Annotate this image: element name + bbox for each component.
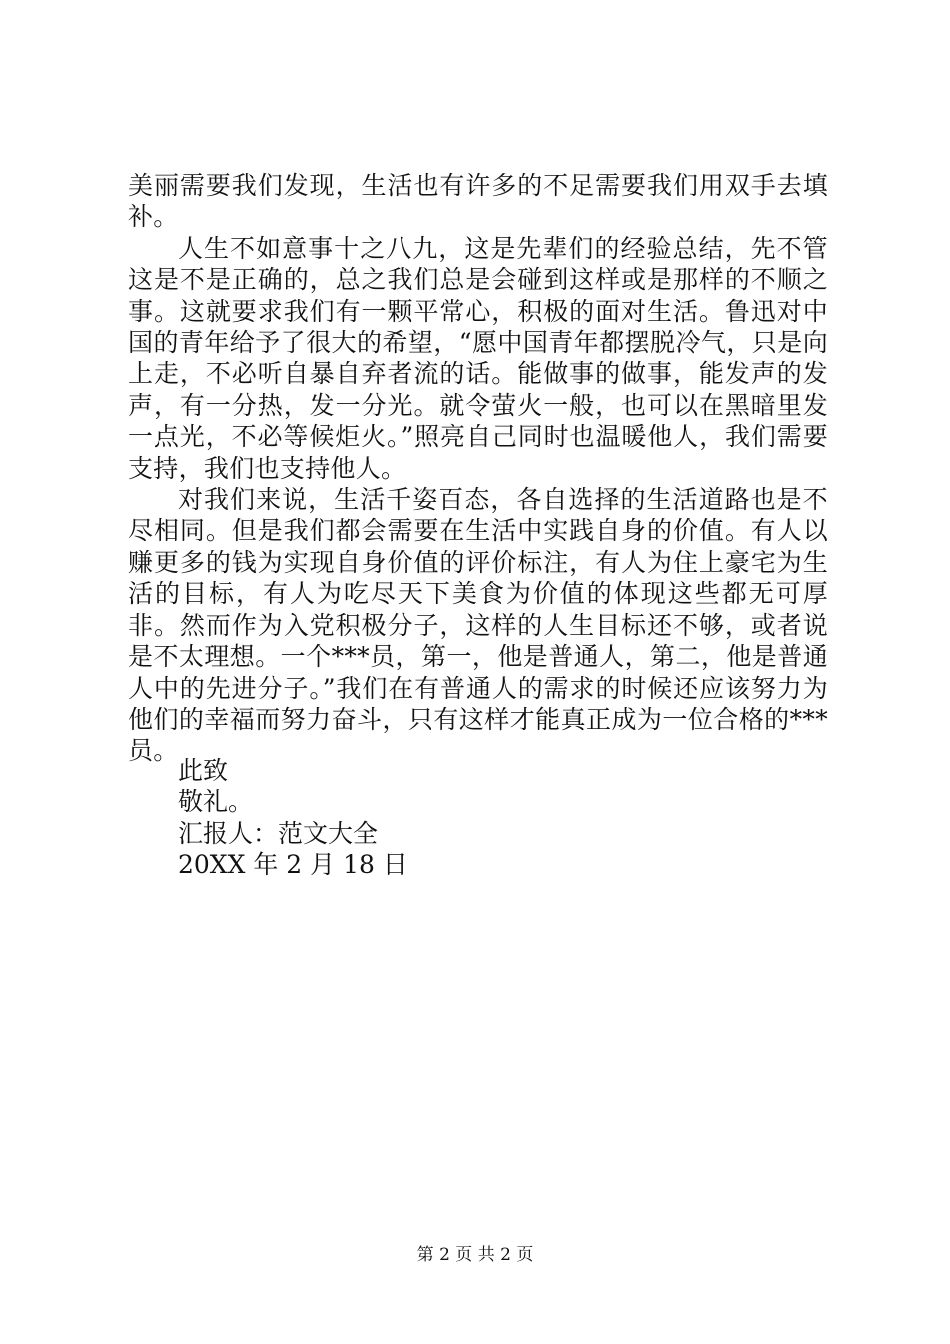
paragraph-life-values: 对我们来说，生活千姿百态，各自选择的生活道路也是不尽相同。但是我们都会需要在生活中实践自身的价值。有人以赚更多的钱为实现自身价值的评价标注，有人为住上豪宅为生活的目标，有人为吃尽天下美食为价值的体现这些都无可厚非。然而作为入党积极分子，这样的人生目标还不够，或者说是不太理想。一个***员，第一，他是普通人，第二，他是普通人中的先进分子。”我们在有普通人的需求的时候还应该努力为他们的幸福而努力奋斗，只有这样才能真正成为一位合格的***员。: [128, 485, 828, 766]
closing-regards: 敬礼。: [178, 787, 254, 817]
paragraph-life-setbacks: 人生不如意事十之八九，这是先辈们的经验总结，先不管这是不是正确的，总之我们总是会碰到这样或是那样的不顺之事。这就要求我们有一颗平常心，积极的面对生活。鲁迅对中国的青年给予了很大的希望，“愿中国青年都摆脱冷气，只是向上走，不必听自暴自弃者流的话。能做事的做事，能发声的发声，有一分热，发一分光。就令萤火一般，也可以在黑暗里发一点光，不必等候炬火。”照亮自己同时也温暖他人，我们需要支持，我们也支持他人。: [128, 233, 828, 483]
closing-salutation: 此致: [178, 756, 229, 785]
letter-closing: [178, 755, 408, 881]
closing-date: 20XX 年 2 月 18 日: [178, 850, 408, 880]
page-footer: 第 2 页 共 2 页: [416, 1245, 534, 1265]
document-body: [128, 170, 828, 767]
closing-reporter: 汇报人：范文大全: [178, 818, 379, 848]
paragraph-continuation: 美丽需要我们发现，生活也有许多的不足需要我们用双手去填补。: [128, 171, 828, 232]
